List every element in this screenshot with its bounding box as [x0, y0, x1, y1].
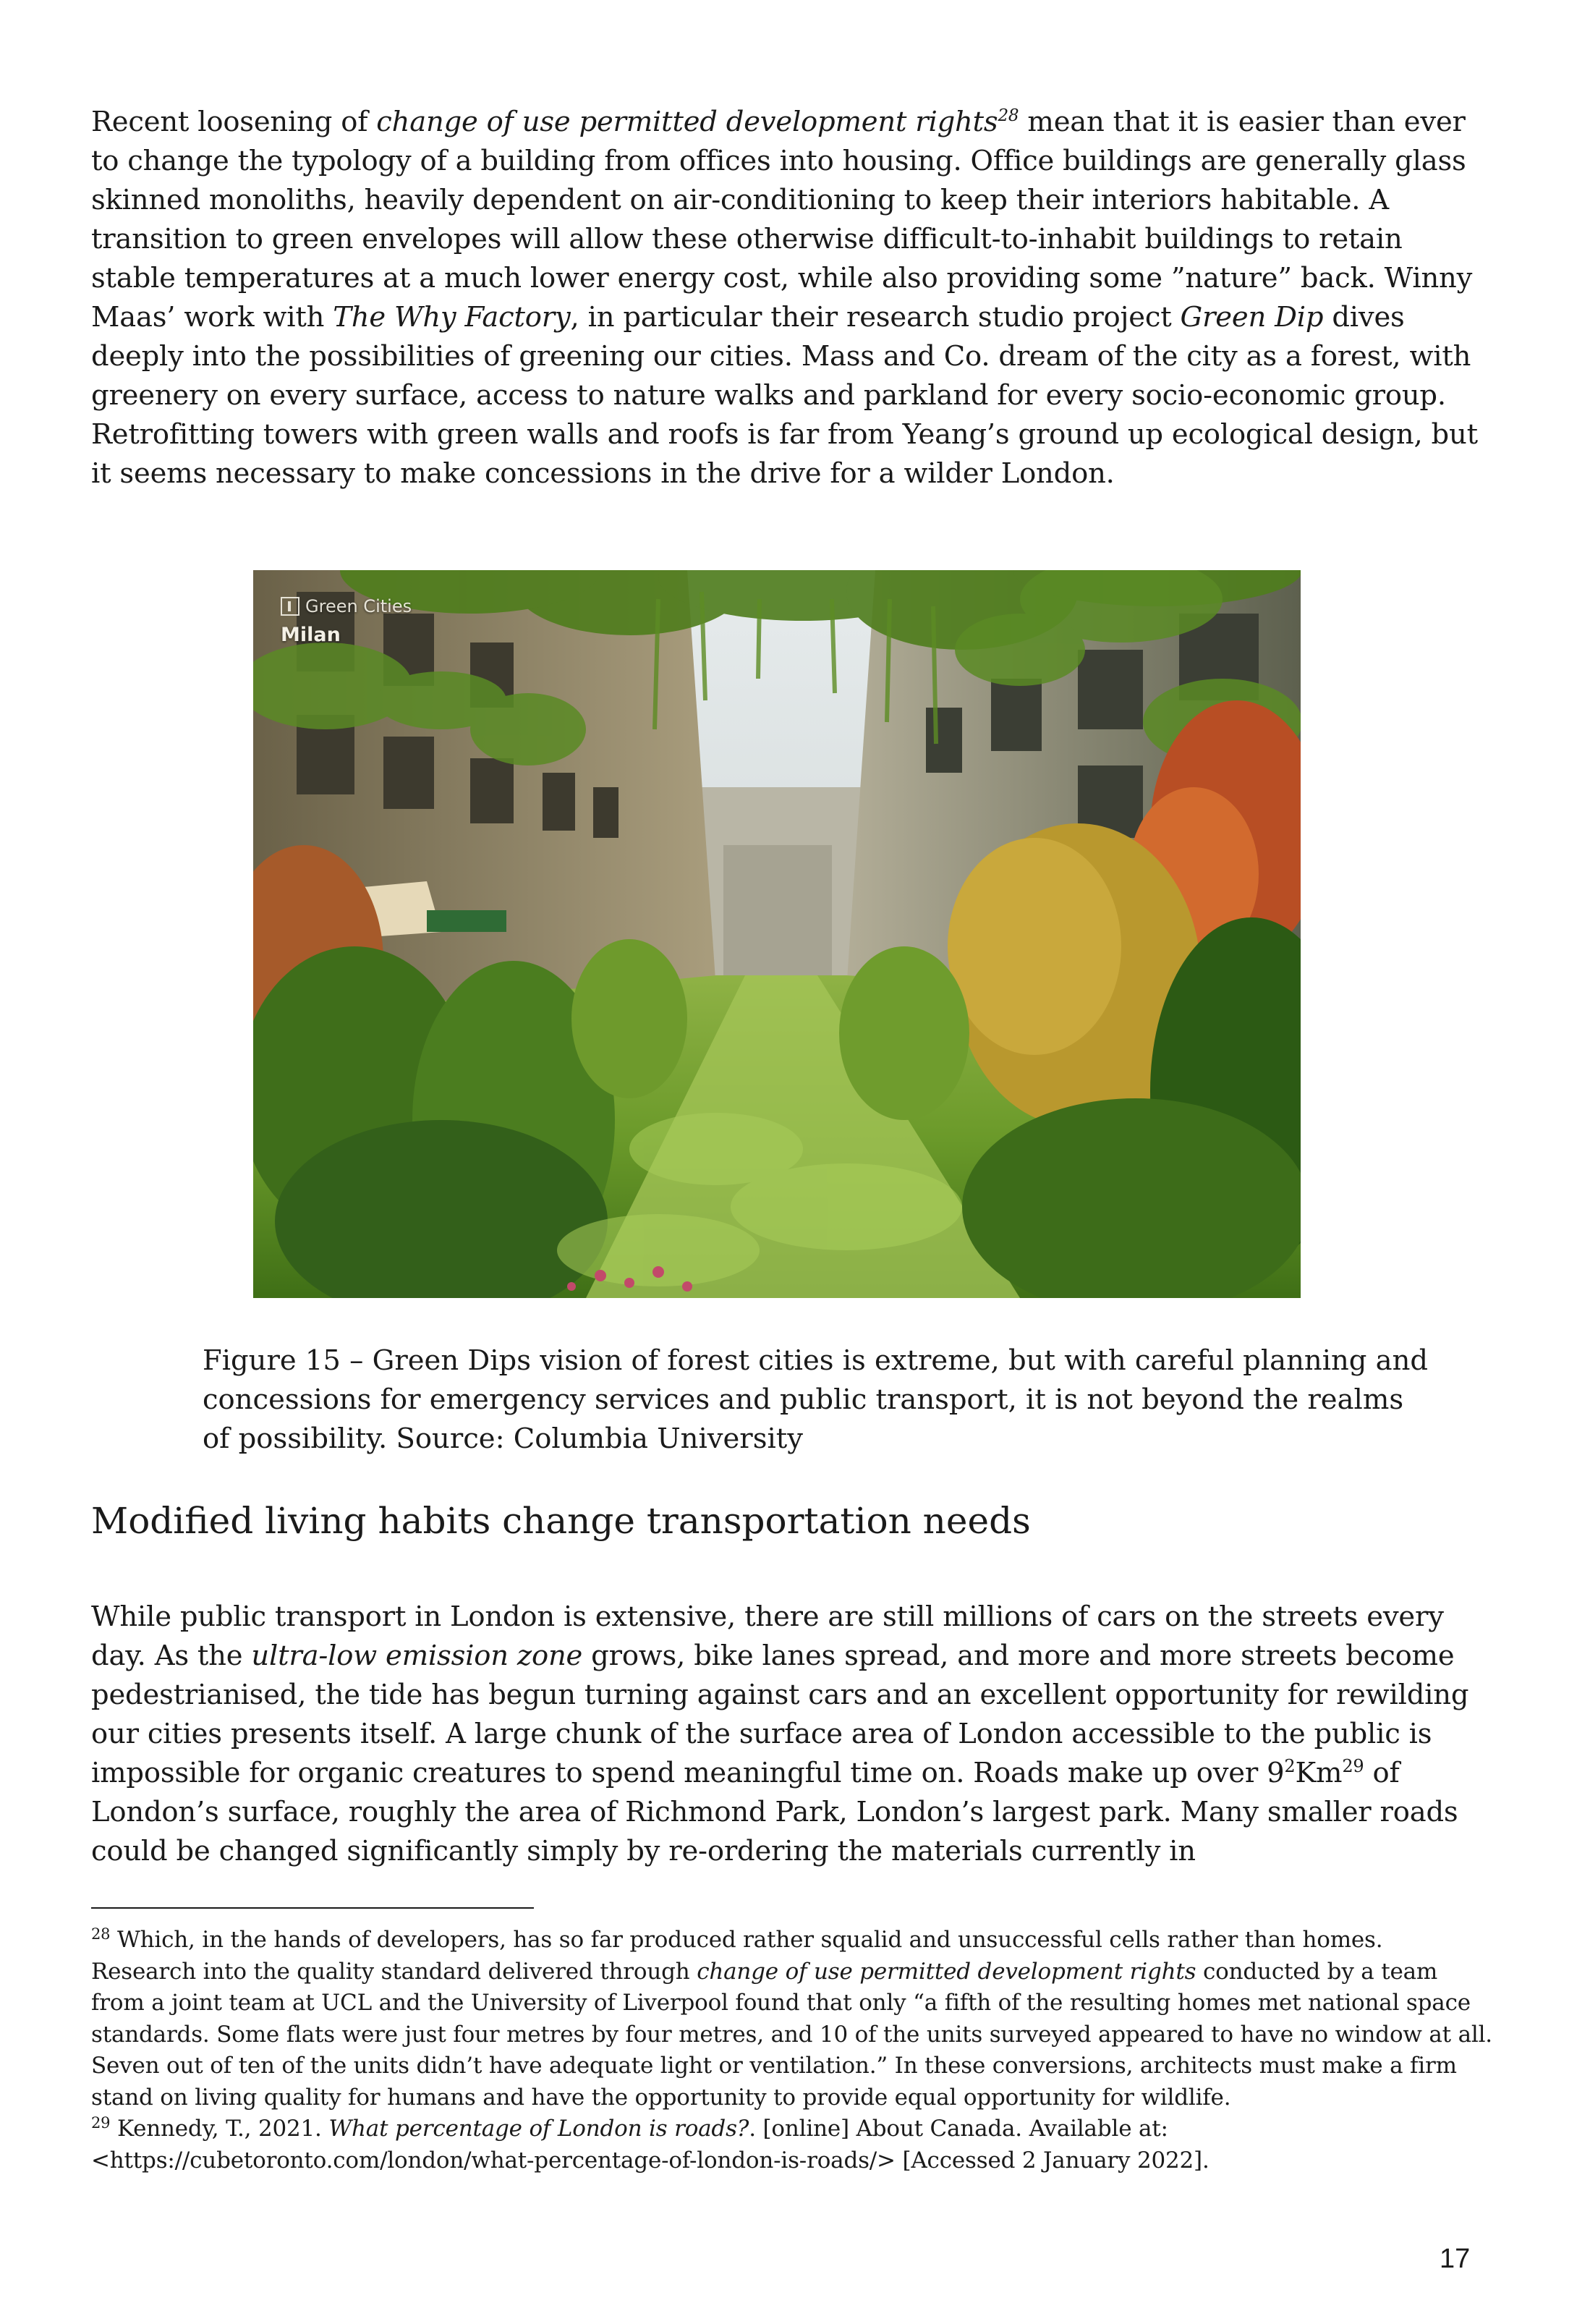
watermark-brand: Green Cities	[305, 596, 412, 616]
image-watermark	[281, 596, 412, 646]
green-dip-title: Green Dip	[1180, 301, 1324, 334]
intro-paragraph: Recent loosening of change of use permitted development rights$^{28}$ mean that it is easier than ever to change the typology of a building from offices into housing. Office buildings are generally glass skinned monoliths, heavily dependent on air-conditioning to keep their interiors habitable. A transition to green envelopes will allow these otherwise difficult-to-inhabit buildings to retain stable temperatures at a much lower energy cost, while also providing some ”nature” back. Winny Maas’ work with The Why Factory, in particular their research studio project Green Dip dives deeply into the possibilities of greening our cities. Mass and Co. dream of the city as a forest, with greenery on every surface, access to nature walks and parkland for every socio-economic group. Retrofitting towers with green walls and roofs is far from Yeang’s ground up ecological design, but it seems necessary to make concessions in the drive for a wilder London.	[91, 106, 1478, 490]
figure-15-image	[253, 570, 1301, 1298]
figure-caption: Figure 15 – Green Dips vision of forest cities is extreme, but with careful planning and concessions for emergency services and public transport, it is not beyond the realms of possibility. Source: Columbia University	[203, 1344, 1429, 1455]
footnote-divider	[91, 1907, 534, 1909]
why-factory-title: The Why Factory	[333, 301, 571, 334]
forest-street-illustration	[253, 570, 1301, 1298]
footnote-29-url[interactable]: <https://cubetoronto.com/london/what-percentage-of-london-is-roads/> [Accessed 2 January 2022].	[91, 2147, 1209, 2174]
footnote-mark-28: 28	[91, 1925, 111, 1943]
section-paragraph: While public transport in London is extensive, there are still millions of cars on the streets every day. As the ultra-low emission zone grows, bike lanes spread, and more and more streets become pedestrianised, the tide has begun turning against cars and an excellent opportunity for rewilding our cities presents itself. A large chunk of the surface area of London accessible to the public is impossible for organic creatures to spend meaningful time on. Roads make up over 9$^2$Km$^{29}$ of London’s surface, roughly the area of Richmond Park, London’s largest park. Many smaller roads could be changed significantly simply by re-ordering the materials currently in	[91, 1600, 1469, 1867]
footnote-ref-29[interactable]: 29	[1342, 1756, 1364, 1776]
footnotes	[91, 1925, 1495, 2176]
section-heading: Modified living habits change transportation needs	[91, 1500, 1031, 1542]
footnote-28: $^{28}$ Which, in the hands of developers, has so far produced rather squalid and unsuccessful cells rather than homes. Research into the quality standard delivered through change of use permitted development rights conducted by a team from a joint team at UCL and the University of Liverpool found that only “a fifth of the resulting homes met national space standards. Some flats were just four metres by four metres, and 10 of the units surveyed appeared to have no window at all. Seven out of ten of the units didn’t have adequate light or ventilation.” In these conversions, architects must make a firm stand on living quality for humans and have the opportunity to provide equal opportunity for wildlife.	[91, 1925, 1492, 2111]
footnote-ref-28[interactable]: 28	[998, 106, 1019, 125]
page-number: 17	[1440, 2244, 1471, 2274]
footnote-mark-29: 29	[91, 2114, 111, 2132]
footnote-29: $^{29}$ Kennedy, T., 2021. What percentage of London is roads?. [online] About Canada. Available at:	[91, 2114, 1168, 2142]
green-cities-logo-icon	[281, 597, 299, 616]
watermark-city: Milan	[281, 624, 341, 646]
intro-italic-term: change of use permitted development rights	[376, 106, 998, 138]
superscript-two: 2	[1284, 1756, 1296, 1776]
ulez-term: ultra-low emission zone	[251, 1640, 583, 1672]
